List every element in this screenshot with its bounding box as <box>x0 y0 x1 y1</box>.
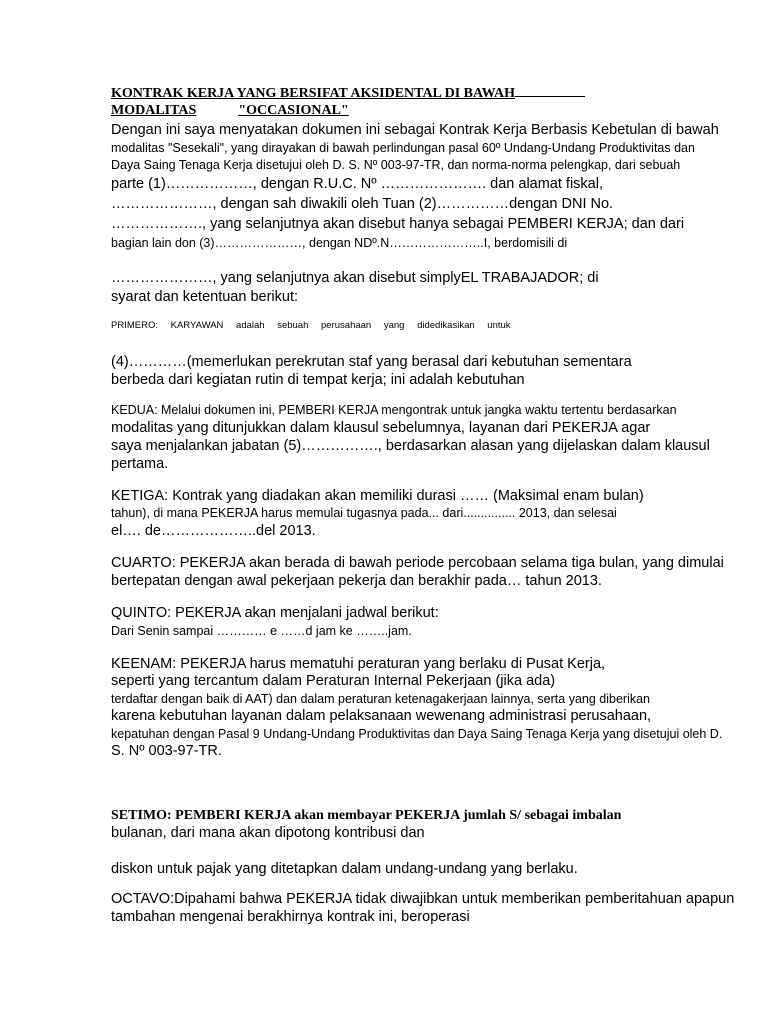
setimo-heading: SETIMO: PEMBERI KERJA akan membayar PEKERJA jumlah S/ sebagai imbalan <box>111 808 622 823</box>
clause-cuarto <box>111 555 724 590</box>
intro2-line: syarat dan ketentuan berikut: <box>111 289 299 305</box>
setimo-line: diskon untuk pajak yang ditetapkan dalam undang-undang yang berlaku. <box>111 861 578 877</box>
intro-line: Daya Saing Tenaga Kerja disetujui oleh D. S. Nº 003-97-TR, dan norma-norma pelengkap, dari sebuah <box>111 158 681 172</box>
ketiga-line: tahun), di mana PEKERJA harus memulai tugasnya pada... dari............... 2013, dan selesai <box>111 506 617 520</box>
setimo-line: bulanan, dari mana akan dipotong kontribusi dan <box>111 825 425 841</box>
quinto-line: Dari Senin sampai ………… e ……d jam ke ……..jam. <box>111 624 412 638</box>
octavo-line: tambahan mengenai berakhirnya kontrak ini, beroperasi <box>111 909 470 925</box>
cuarto-line: bertepatan dengan awal pekerjaan pekerja dan berakhir pada… tahun 2013. <box>111 573 602 589</box>
keenam-line: KEENAM: PEKERJA harus mematuhi peraturan yang berlaku di Pusat Kerja, <box>111 656 606 672</box>
keenam-line: kepatuhan dengan Pasal 9 Undang-Undang Produktivitas dan Daya Saing Tenaga Kerja yang disetujui oleh D. <box>111 727 723 741</box>
intro-paragraph-2 <box>111 270 599 306</box>
ketiga-line: KETIGA: Kontrak yang diadakan akan memiliki durasi …… (Maksimal enam bulan) <box>111 488 644 504</box>
quinto-line: QUINTO: PEKERJA akan menjalani jadwal berikut: <box>111 605 439 621</box>
primero-line: berbeda dari kegiatan rutin di tempat kerja; ini adalah kebutuhan <box>111 372 525 388</box>
intro-line: ………………., yang selanjutnya akan disebut hanya sebagai PEMBERI KERJA; dan dari <box>111 216 685 232</box>
clause-kedua <box>111 402 710 473</box>
clause-keenam <box>111 656 722 760</box>
cuarto-line: CUARTO: PEKERJA akan berada di bawah periode percobaan selama tiga bulan, yang dimulai <box>111 555 724 571</box>
keenam-line: seperti yang tercantum dalam Peraturan Internal Pekerjaan (jika ada) <box>111 673 556 689</box>
title-label: MODALITAS <box>111 103 197 118</box>
intro-line: parte (1)………………, dengan R.U.C. Nº …………………. dan alamat fiskal, <box>111 176 603 192</box>
intro-line: …………………, dengan sah diwakili oleh Tuan (2)……………dengan DNI No. <box>111 196 614 212</box>
intro-line: Dengan ini saya menyatakan dokumen ini sebagai Kontrak Kerja Berbasis Kebetulan di bawah <box>111 122 719 138</box>
document-title <box>111 85 585 119</box>
ketiga-line: el…. de………………..del 2013. <box>111 523 316 539</box>
clause-primero: PRIMERO: KARYAWAN adalah sebuah perusahaan yang didedikasikan untuk <box>111 320 511 331</box>
keenam-line: terdaftar dengan baik di AAT) dan dalam peraturan ketenagakerjaan lainnya, serta yang diberikan <box>111 692 651 706</box>
intro2-line: …………………, yang selanjutnya akan disebut simplyEL TRABAJADOR; di <box>111 270 599 286</box>
intro-line: bagian lain don (3)…………………, dengan NDº.N…………………..I, berdomisili di <box>111 236 568 250</box>
kedua-line: modalitas yang ditunjukkan dalam klausul sebelumnya, layanan dari PEKERJA agar <box>111 420 651 436</box>
title-line-1: KONTRAK KERJA YANG BERSIFAT AKSIDENTAL DI BAWAH <box>111 86 516 101</box>
kedua-line: pertama. <box>111 456 169 472</box>
octavo-line: OCTAVO:Dipahami bahwa PEKERJA tidak diwajibkan untuk memberikan pemberitahuan apapun <box>111 891 735 907</box>
kedua-line: KEDUA: Melalui dokumen ini, PEMBERI KERJA mengontrak untuk jangka waktu tertentu berdasarkan <box>111 403 677 417</box>
clause-octavo <box>111 891 734 926</box>
clause-primero-cont <box>111 354 632 389</box>
clause-setimo <box>111 807 621 878</box>
title-mode: "OCCASIONAL" <box>238 103 349 118</box>
keenam-line: S. Nº 003-97-TR. <box>111 743 222 759</box>
intro-line: modalitas "Sesekali", yang dirayakan di bawah perlindungan pasal 60º Undang-Undang Produktivitas dan <box>111 141 695 155</box>
clause-quinto <box>111 605 439 639</box>
keenam-line: karena kebutuhan layanan dalam pelaksanaan wewenang administrasi perusahaan, <box>111 708 652 724</box>
clause-ketiga <box>111 488 644 540</box>
title-underline-fill <box>515 85 585 97</box>
primero-line: (4)…………(memerlukan perekrutan staf yang berasal dari kebutuhan sementara <box>111 354 632 370</box>
kedua-line: saya menjalankan jabatan (5)……………., berdasarkan alasan yang dijelaskan dalam klausul <box>111 438 710 454</box>
intro-paragraph <box>111 122 719 251</box>
